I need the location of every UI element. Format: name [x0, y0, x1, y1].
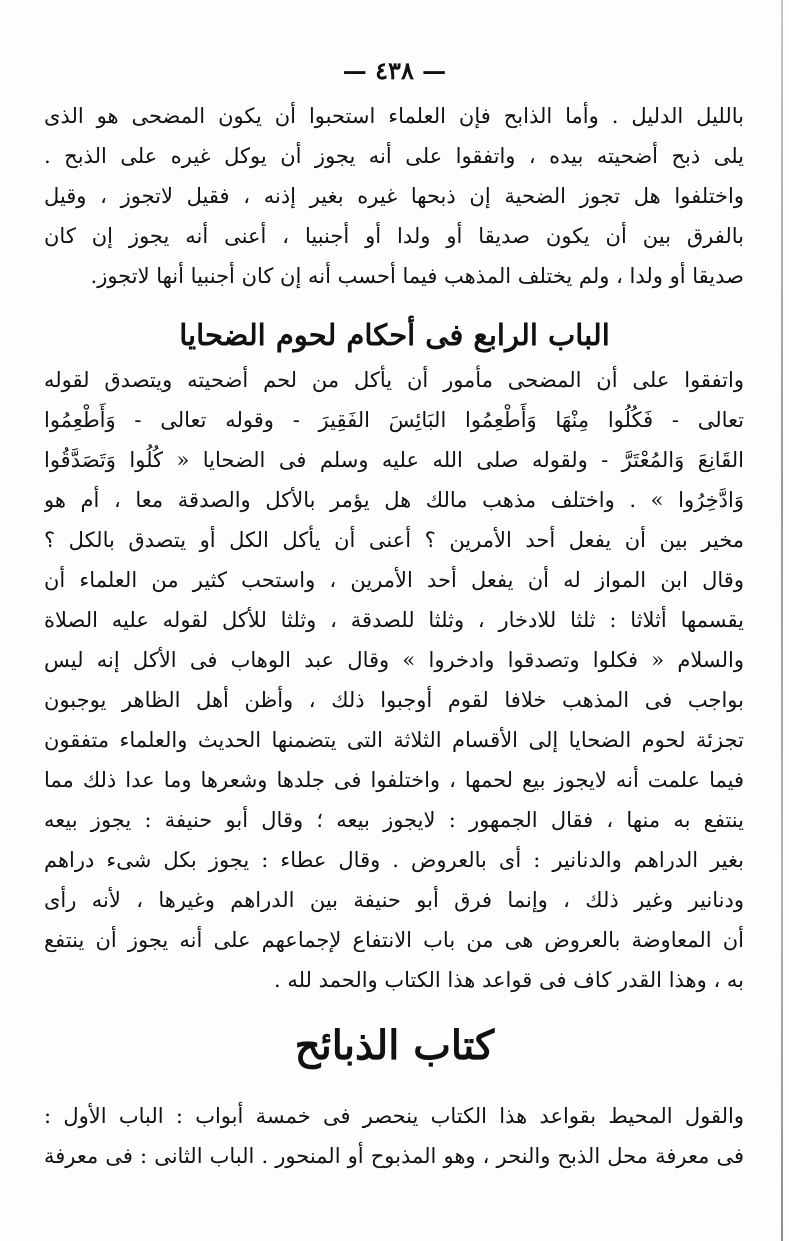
- page-number: — ٤٣٨ —: [342, 56, 447, 85]
- text-line: القَانِعَ وَالمُعْتَرَّ - ولقوله صلى الله عليه وسلم فى الضحايا « كُلُوا وَتَصَدَّقُوا: [44, 448, 744, 472]
- chapter-heading: الباب الرابع فى أحكام لحوم الضحايا: [179, 318, 610, 352]
- text-line: ينتفع به منها ، فقال الجمهور : لايجوز بيعه ؛ وقال أبو حنيفة : يجوز بيعه: [44, 808, 744, 832]
- text-line: مخير بين أن يفعل أحد الأمرين ؟ أعنى أن يأكل الكل أو يتصدق بالكل ؟: [44, 528, 744, 552]
- text-line: أن المعاوضة بالعروض هى من باب الانتفاع لإجماعهم على أنه يجوز أن ينتفع: [44, 928, 744, 952]
- text-line: بالليل الدليل . وأما الذابح فإن العلماء استحبوا أن يكون المضحى هو الذى: [44, 104, 744, 128]
- text-line: واتفقوا على أن المضحى مأمور أن يأكل من لحم أضحيته ويتصدق لقوله: [44, 368, 744, 392]
- text-line: بغير الدراهم والدنانير : أى بالعروض . وقال عطاء : يجوز بكل شىء دراهم: [44, 848, 744, 872]
- text-line: فى معرفة محل الذبح والنحر ، وهو المذبوح أو المنحور . الباب الثانى : فى معرفة: [44, 1144, 744, 1168]
- text-line: صديقا أو ولدا ، ولم يختلف المذهب فيما أحسب أنه إن كان أجنبيا أنها لاتجوز.: [90, 264, 744, 288]
- text-line: تجزئة لحوم الضحايا إلى الأقسام الثلاثة التى يتضمنها الحديث والعلماء متفقون: [44, 728, 744, 752]
- text-line: والقول المحيط بقواعد هذا الكتاب ينحصر فى خمسة أبواب : الباب الأول :: [44, 1104, 744, 1128]
- text-line: واختلفوا هل تجوز الضحية إن ذبحها غيره بغير إذنه ، فقيل لاتجوز ، وقيل: [44, 184, 744, 208]
- text-line: ودنانير وغير ذلك ، وإنما فرق أبو حنيفة بين الدراهم وغيرها ، لأنه رأى: [44, 888, 744, 912]
- text-line: يلى ذبح أضحيته بيده ، واتفقوا على أنه يجوز أن يوكل غيره على الذبح .: [44, 144, 744, 168]
- text-line: وَادَّخِرُوا » . واختلف مذهب مالك هل يؤمر بالأكل والصدقة معا ، أم هو: [44, 488, 744, 512]
- paragraph-1: [44, 96, 744, 296]
- text-line: بالفرق بين أن يكون صديقا أو ولدا أو أجنبيا ، أعنى أنه يجوز إن كان: [44, 224, 744, 248]
- text-line: والسلام « فكلوا وتصدقوا وادخروا » وقال عبد الوهاب فى الأكل إنه ليس: [44, 648, 744, 672]
- text-line: فيما علمت أنه لايجوز بيع لحمها ، واختلفوا فى جلدها وشعرها وما عدا ذلك مما: [44, 768, 744, 792]
- paragraph-2: [44, 360, 744, 1000]
- text-line: وقال ابن المواز له أن يفعل أحد الأمرين ، واستحب كثير من العلماء أن: [44, 568, 744, 592]
- text-line: تعالى - فَكُلُوا مِنْهَا وَأَطْعِمُوا البَائِسَ الفَقِيرَ - وقوله تعالى - وَأَطْعِمُوا: [44, 408, 744, 432]
- paragraph-3: [44, 1096, 744, 1176]
- book-heading: كتاب الذبائح: [294, 1022, 495, 1069]
- text-line: يقسمها أثلاثا : ثلثا للادخار ، وثلثا للصدقة ، وثلثا للأكل لقوله عليه الصلاة: [44, 608, 744, 632]
- text-line: به ، وهذا القدر كاف فى قواعد هذا الكتاب والحمد لله .: [273, 968, 744, 992]
- text-line: بواجب فى المذهب خلافا لقوم أوجبوا ذلك ، وأظن أهل الظاهر يوجبون: [44, 688, 744, 712]
